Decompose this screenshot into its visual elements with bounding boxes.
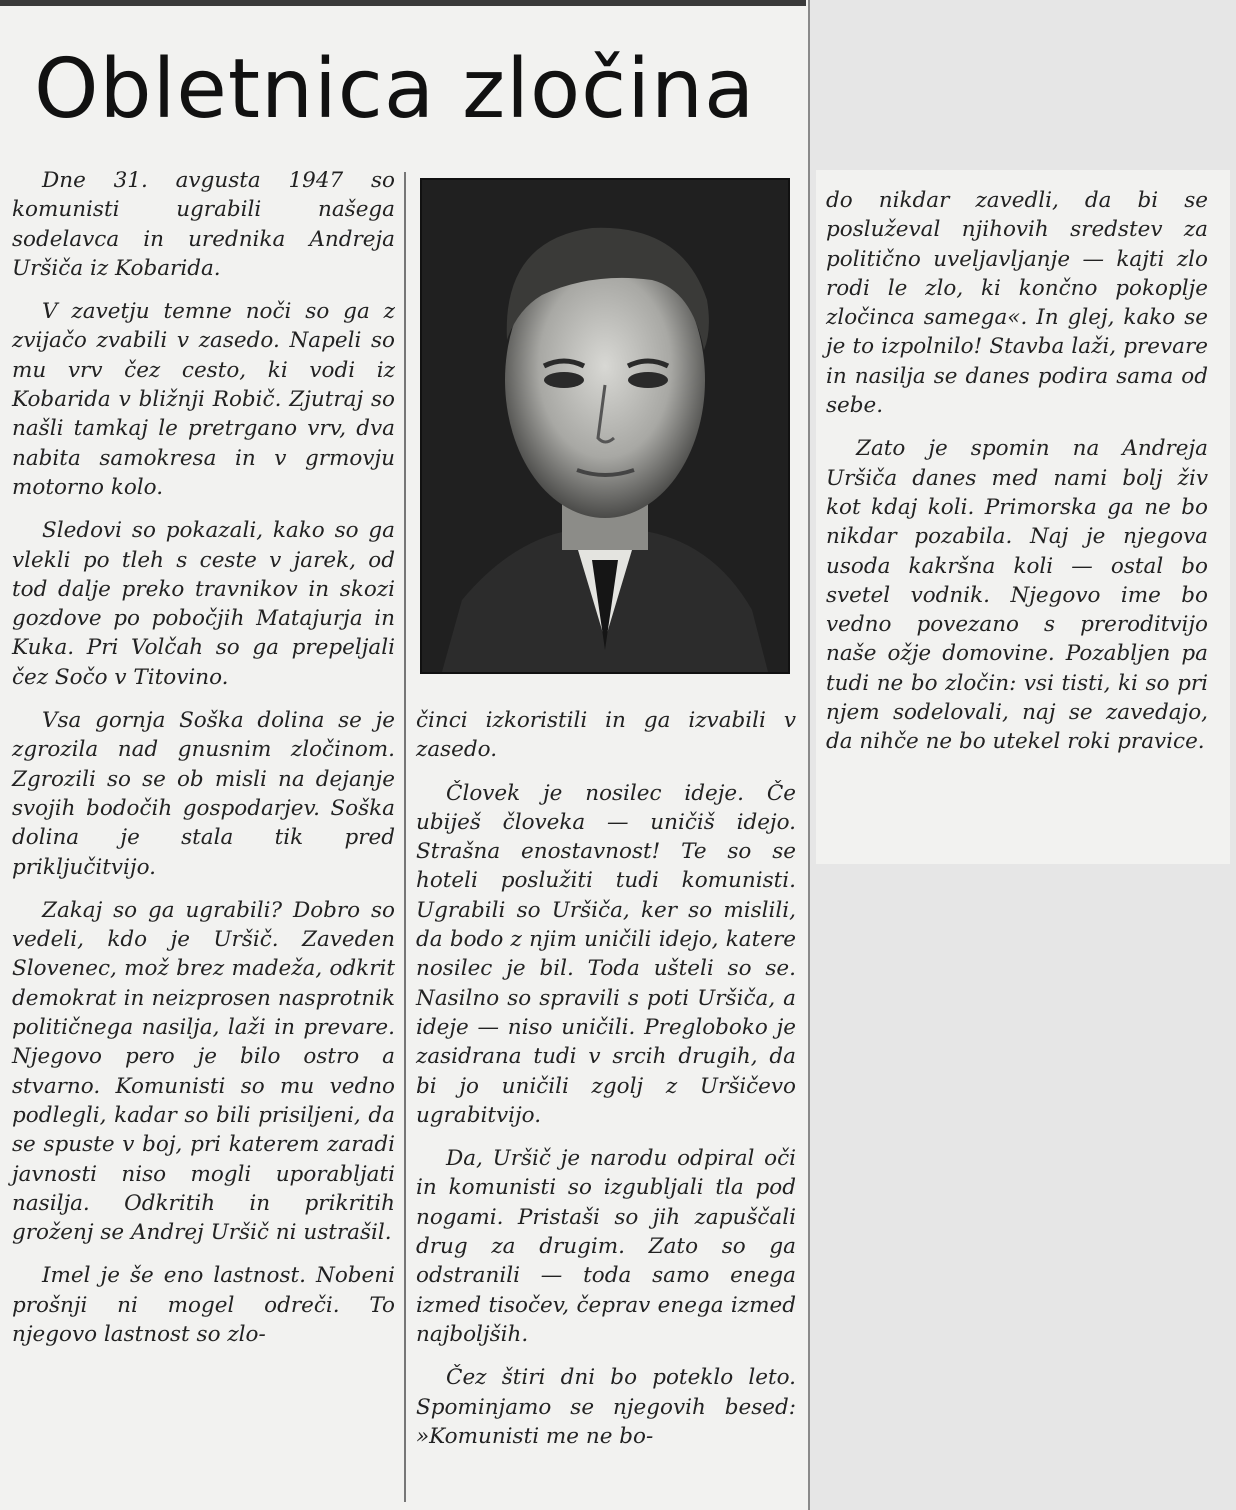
article-column-2 xyxy=(416,706,796,1465)
paragraph: Vsa gornja Soška dolina se je zgrozila nad gnusnim zločinom. Zgrozili so se ob misli na dejanje svojih bodočih gospodarjev. Soška dolina je stala tik pred priključitvijo. xyxy=(12,708,395,880)
paragraph: Zato je spomin na Andreja Uršiča danes med nami bolj živ kot kdaj koli. Primorska ga ne bo nikdar pozabila. Naj je njegova usoda kakršna koli — ostal bo svetel vodnik. Njegovo ime bo vedno povezano s preroditvijo naše ožje domovine. Pozabljen pa tudi ne bo zločin: vsi tisti, ki so pri njem sodelovali, naj se zavedajo, da nihče ne bo utekel roki pravice. xyxy=(826,436,1208,755)
paragraph: Zakaj so ga ugrabili? Dobro so vedeli, kdo je Uršič. Zaveden Slovenec, mož brez madeža, odkrit demokrat in neizprosen nasprotnik političnega nasilja, laži in prevare. Njegovo pero je bilo ostro a stvarno. Komunisti so mu vedno podlegli, kadar so bili prisiljeni, da se spuste v boj, pri katerem zaradi javnosti niso mogli uporabljati nasilja. Odkritih in prikritih groženj se Andrej Uršič ni ustrašil. xyxy=(12,897,395,1246)
portrait-icon xyxy=(422,180,788,672)
paragraph: V zavetju temne noči so ga z zvijačo zvabili v zasedo. Napeli so mu vrv čez cesto, ki vodi iz Kobarida v bližnji Robič. Zjutraj so našli tamkaj le pretrgano vrv, dva nabita samokresa in v grmovju motorno kolo. xyxy=(12,299,395,500)
article-column-1 xyxy=(12,166,395,1363)
continuation-box xyxy=(816,170,1230,864)
paragraph: Imel je še eno lastnost. Nobeni prošnji ni mogel odreči. To njegovo lastnost so zlo- xyxy=(12,1263,395,1347)
paragraph: činci izkoristili in ga izvabili v zasedo. xyxy=(416,708,796,763)
paragraph: Človek je nosilec ideje. Če ubiješ človeka — uničiš idejo. Strašna enostavnost! Te so se hoteli poslužiti tudi komunisti. Ugrabili so Uršiča, ker so mislili, da bodo z njim uničili idejo, katere nosilec je bil. Toda ušteli so se. Nasilno so spravili s poti Uršiča, a ideje — niso uničili. Pregloboko je zasidrana tudi v srcih drugih, da bi jo uničili zgolj z Uršičevo ugrabitvijo. xyxy=(416,780,796,1128)
paragraph: Da, Uršič je narodu odpiral oči in komunisti so izgubljali tla pod nogami. Pristaši so jih zapuščali drug za drugim. Zato so ga odstranili — toda samo enega izmed tisočev, čeprav enega izmed najboljših. xyxy=(416,1146,796,1347)
portrait-photo xyxy=(420,178,790,674)
top-rule xyxy=(0,0,806,6)
article-column-3 xyxy=(826,186,1208,771)
paragraph: Sledovi so pokazali, kako so ga vlekli po tleh s ceste v jarek, od tod dalje preko travnikov in skozi gozdove po pobočjih Matajurja in Kuka. Pri Volčah so ga prepeljali čez Sočo v Titovino. xyxy=(12,518,395,690)
paragraph: do nikdar zavedli, da bi se posluževal njihovih sredstev za politično uveljavljanje — kajti zlo rodi le zlo, ki končno pokoplje zločinca samega«. In glej, kako se je to izpolnilo! Stavba laži, prevare in nasilja se danes podira sama od sebe. xyxy=(826,188,1208,419)
paragraph: Čez štiri dni bo poteklo leto. Spominjamo se njegovih besed: »Komunisti me ne bo- xyxy=(416,1365,796,1449)
article-headline: Obletnica zločina xyxy=(34,42,756,137)
paragraph: Dne 31. avgusta 1947 so komunisti ugrabili našega sodelavca in urednika Andreja Uršiča iz Kobarida. xyxy=(12,168,395,281)
column-divider xyxy=(404,172,406,1502)
